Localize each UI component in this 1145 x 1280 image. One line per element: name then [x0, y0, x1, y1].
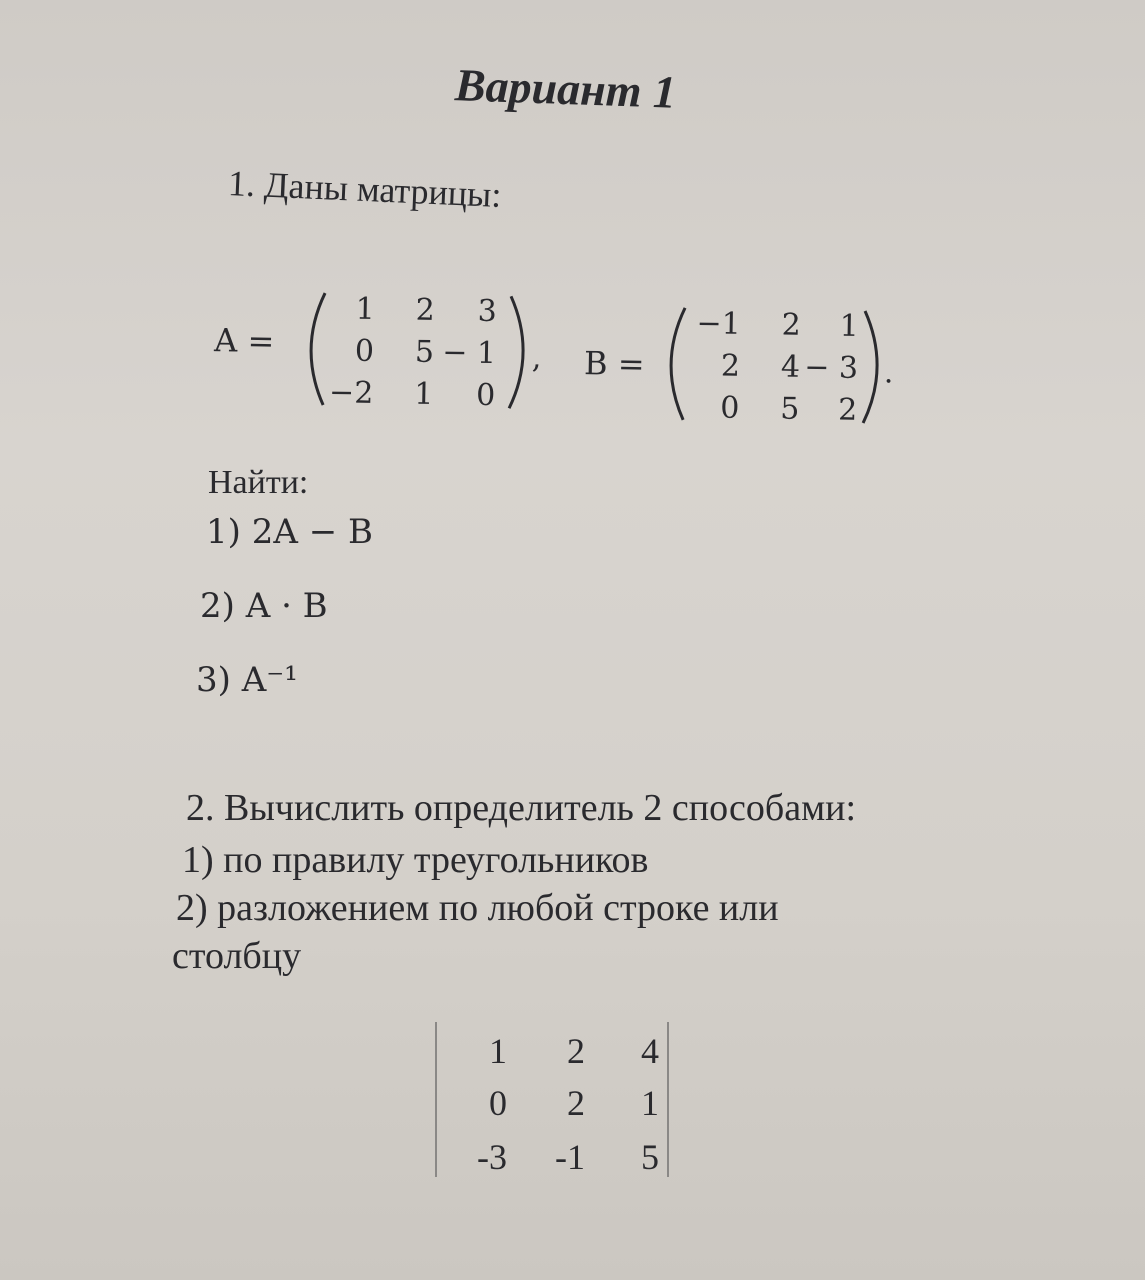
matrix-b-cell: 2 — [781, 307, 802, 343]
find-item-3: 3) A⁻¹ — [196, 660, 298, 700]
matrix-a-cell: 1 — [355, 291, 376, 327]
matrix-a-label: A = — [213, 321, 275, 361]
matrix-b-cell: − 3 — [803, 349, 859, 386]
find-item-1: 1) 2A − B — [206, 512, 373, 552]
find-label: Найти: — [208, 464, 309, 501]
matrix-b-grid — [679, 306, 881, 429]
matrix-a-cell: 5 — [414, 334, 435, 370]
matrix-b-cell: 0 — [719, 390, 740, 426]
find-item-2: 2) A · B — [200, 586, 328, 626]
matrix-b-label: B = — [583, 344, 645, 384]
matrix-a-cell: −2 — [328, 375, 374, 411]
task2-method-2: 2) разложением по любой строке или — [176, 887, 779, 929]
matrix-b-cell: 2 — [837, 392, 858, 428]
matrix-b-cell: 4 — [780, 349, 801, 385]
determinant-cell: -1 — [555, 1137, 585, 1177]
page-title: Вариант 1 — [454, 59, 677, 118]
determinant-cell: 1 — [489, 1031, 507, 1071]
determinant-cell: -3 — [477, 1137, 507, 1177]
task1-heading: 1. Даны матрицы: — [227, 163, 503, 215]
determinant-cell: 0 — [489, 1083, 507, 1123]
matrix-b-cell: 5 — [779, 391, 800, 427]
matrix-a-cell: 2 — [415, 292, 436, 328]
matrix-a-grid — [313, 291, 515, 414]
matrix-a-cell: 0 — [475, 377, 496, 414]
determinant-right-bar — [667, 1022, 669, 1177]
determinant-left-bar — [435, 1022, 437, 1177]
determinant-cell: 1 — [641, 1083, 659, 1123]
determinant-cell: 2 — [567, 1031, 585, 1071]
matrix-a-comma: , — [531, 340, 542, 376]
matrix-b-cell: 1 — [839, 308, 860, 344]
task2-heading: 2. Вычислить определитель 2 способами: — [186, 787, 857, 829]
matrix-b — [583, 302, 915, 438]
matrix-a-cell: 3 — [477, 293, 498, 330]
task2-method-1: 1) по правилу треугольников — [182, 839, 649, 881]
matrix-a-cell: 1 — [413, 376, 434, 412]
determinant-cell: 5 — [641, 1137, 659, 1177]
matrix-b-cell: −1 — [696, 306, 742, 342]
matrix-b-cell: 2 — [720, 348, 741, 384]
matrix-a-cell: 0 — [354, 333, 375, 369]
matrix-b-period: . — [883, 355, 894, 391]
task2-method-2-continued: столбцу — [172, 935, 302, 977]
determinant — [435, 1022, 675, 1182]
matrix-a — [213, 287, 545, 423]
matrix-a-cell: − 1 — [441, 335, 497, 372]
determinant-cell: 2 — [567, 1083, 585, 1123]
determinant-cell: 4 — [641, 1031, 659, 1071]
